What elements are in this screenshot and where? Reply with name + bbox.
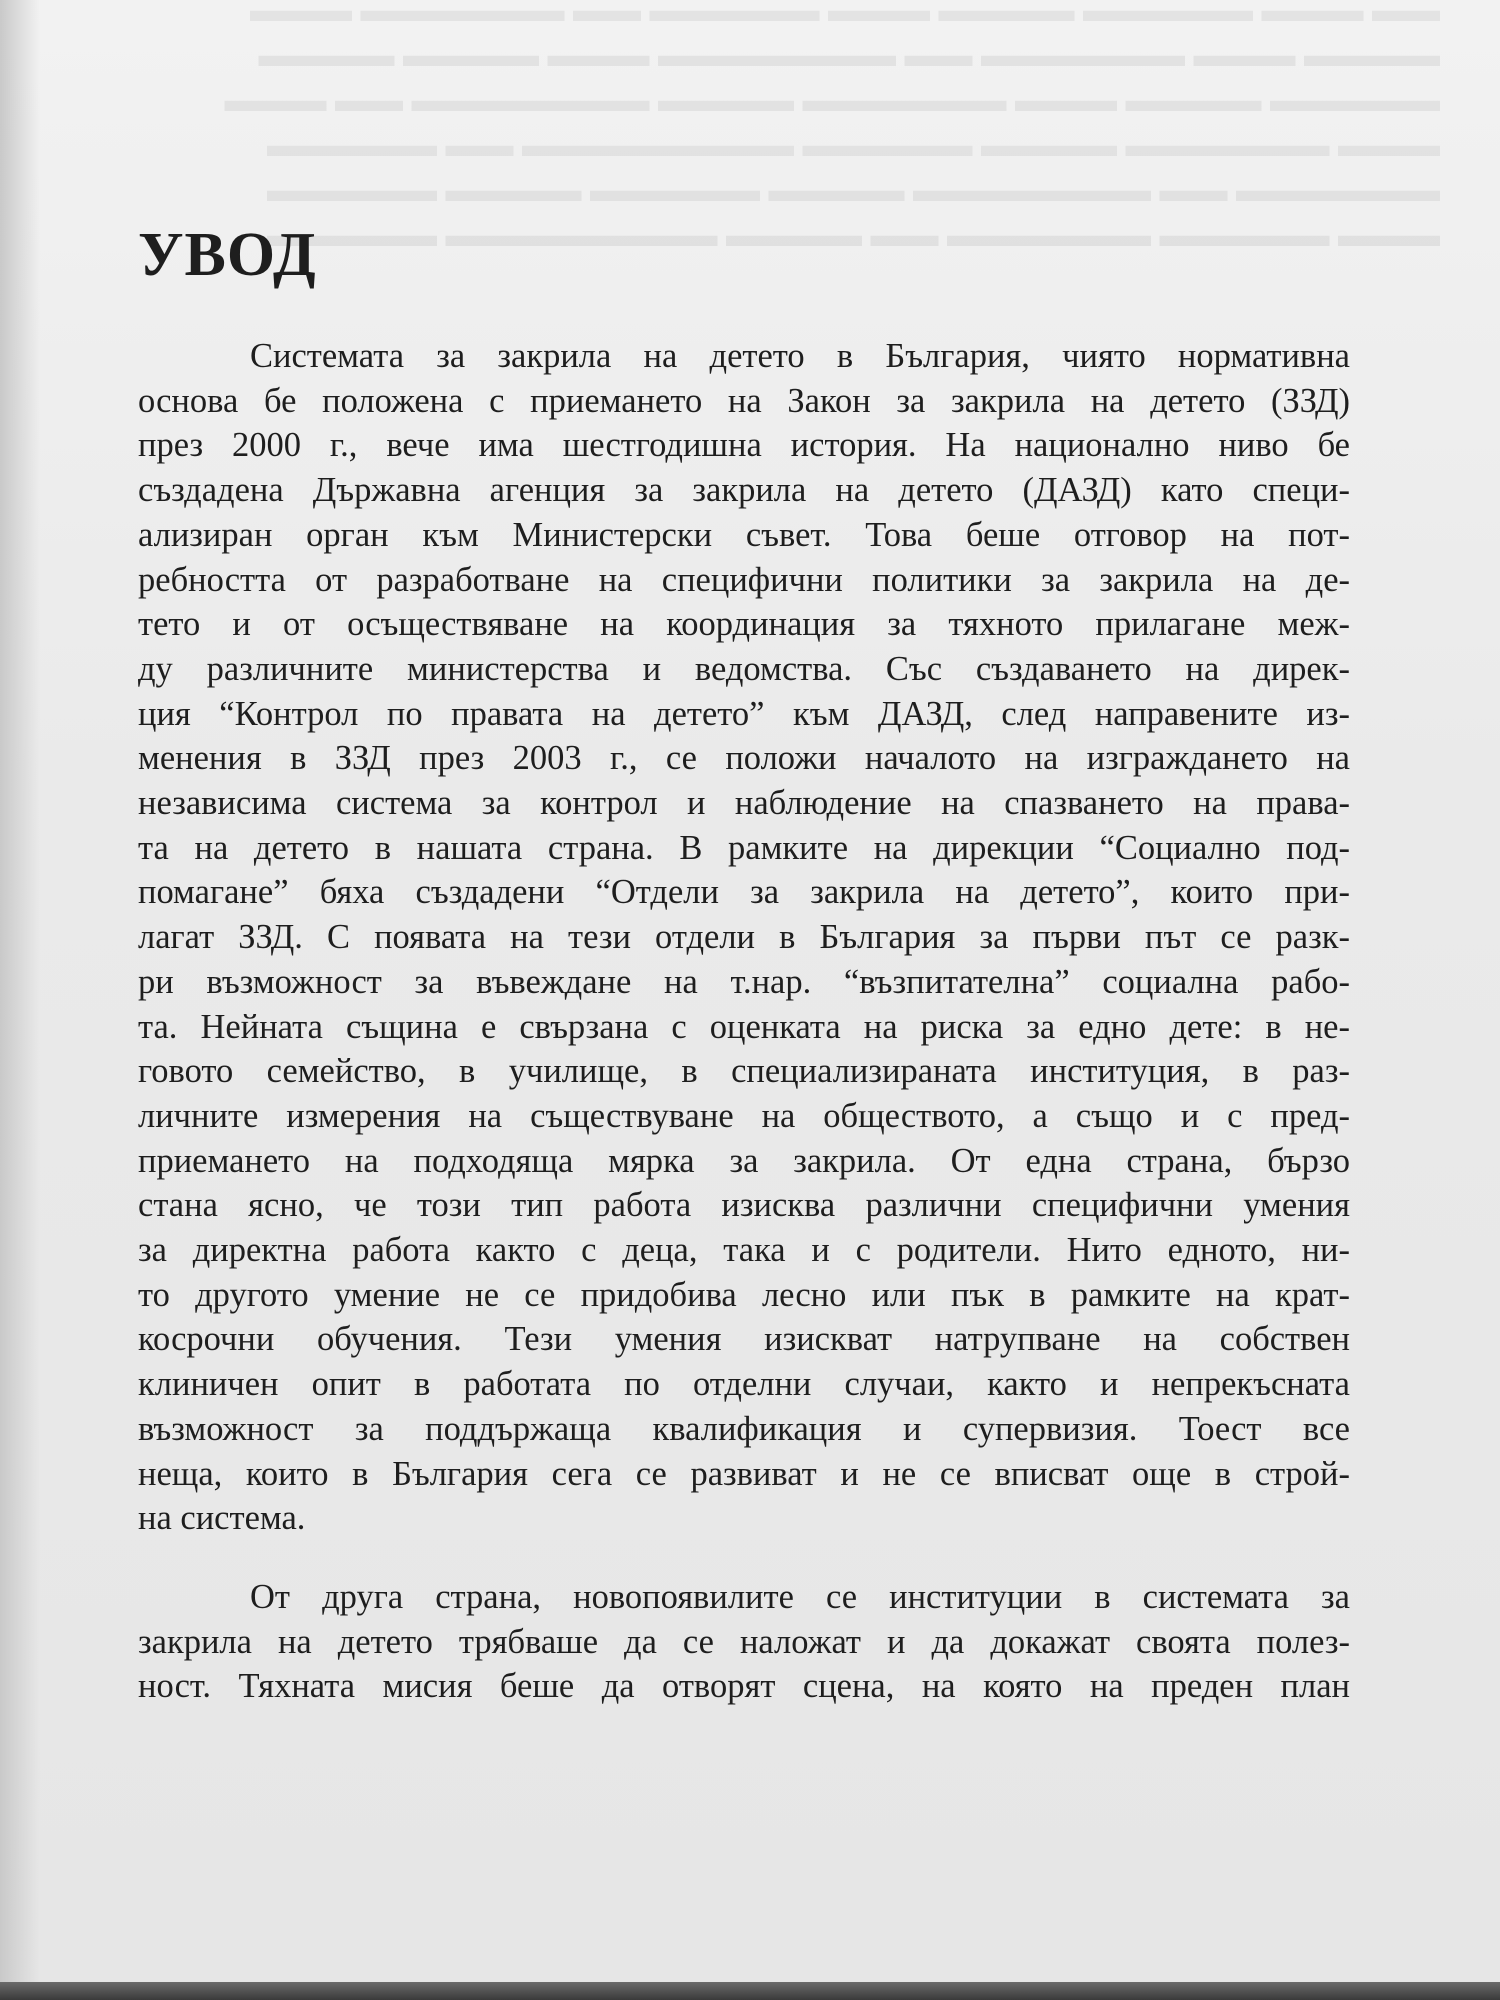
text-line: Системата за закрила на детето в България, чиято нормативна (250, 337, 1350, 375)
text-line: приемането на подходяща мярка за закрила. От една страна, бързо (138, 1141, 1350, 1180)
text-line: От друга страна, новопоявилите се институции в системата за (250, 1577, 1350, 1616)
text-line: независима система за контрол и наблюдение на спазването на права- (138, 784, 1350, 823)
text-line: на система. (138, 1499, 306, 1538)
text-line: та. Нейната същина е свързана с оценката на риска за едно дете: в не- (138, 1007, 1350, 1046)
text-line: стана ясно, че този тип работа изисква различни специфични умения (138, 1186, 1350, 1225)
text-line: основа бе положена с приемането на Закон за закрила на детето (ЗЗД) (138, 381, 1350, 420)
text-line: ализиран орган към Министерски съвет. Това беше отговор на пот- (138, 515, 1350, 554)
text-line: та на детето в нашата страна. В рамките на дирекции “Социално под- (138, 828, 1350, 867)
text-line: клиничен опит в работата по отделни случаи, както и непрекъсната (138, 1365, 1350, 1404)
text-line: помагане” бяха създадени “Отдели за закрила на детето”, които при- (138, 873, 1350, 912)
page-content (138, 220, 1350, 1709)
text-line: ност. Тяхната мисия беше да отворят сцена, на която на преден план (138, 1667, 1350, 1706)
text-line: менения в ЗЗД през 2003 г., се положи началото на изграждането на (138, 739, 1350, 778)
text-line: създадена Държавна агенция за закрила на детето (ДАЗД) като специ- (138, 471, 1350, 510)
text-line: ребността от разработване на специфични политики за закрила на де- (138, 560, 1350, 599)
page-gutter-shadow (0, 0, 40, 1982)
text-line: косрочни обучения. Тези умения изискват натрупване на собствен (138, 1320, 1350, 1359)
text-line: ду различните министерства и ведомства. Със създаването на дирек- (138, 649, 1350, 688)
paragraph-2 (138, 1575, 1350, 1709)
show-through-text: ▬▬ ▬▬▬ ▬▬▬▬▬ ▬▬▬▬ ▬▬▬ ▬▬▬▬▬ ▬▬ ▬▬▬▬▬▬ ▬▬▬ ▬▬▬▬ ▬▬▬ ▬▬▬▬▬▬ ▬▬ ▬▬▬▬▬▬▬ ▬▬▬ ▬▬▬▬ ▬▬▬▬ ▬▬▬▬▬ ▬▬▬▬ ▬▬▬ ▬▬▬▬▬▬ ▬▬▬▬ ▬▬▬▬▬▬▬ ▬▬ ▬▬▬ ▬▬▬ ▬▬▬▬▬▬ ▬▬▬▬ ▬▬▬▬▬ ▬▬▬▬▬▬▬▬ ▬▬ ▬▬▬▬▬ ▬▬▬▬▬▬ ▬▬ ▬▬▬▬▬▬▬ ▬▬▬▬ ▬▬▬▬▬ ▬▬▬▬ ▬▬▬▬▬ ▬▬▬ ▬▬▬▬▬ ▬▬▬▬▬▬ ▬▬ ▬▬▬▬ ▬▬▬▬▬▬▬▬ ▬▬▬▬▬ (224, 0, 1440, 254)
chapter-heading: УВОД (138, 221, 317, 289)
text-line: то другото умение не се придобива лесно или пък в рамките на крат- (138, 1275, 1350, 1314)
text-line: закрила на детето трябваше да се наложат и да докажат своята полез- (138, 1622, 1350, 1661)
text-line: тето и от осъществяване на координация за тяхното прилагане меж- (138, 605, 1350, 644)
text-line: през 2000 г., вече има шестгодишна история. На национално ниво бе (138, 426, 1350, 465)
text-line: възможност за поддържаща квалификация и супервизия. Тоест все (138, 1409, 1350, 1448)
text-line: ция “Контрол по правата на детето” към ДАЗД, след направените из- (138, 694, 1350, 733)
text-line: за директна работа както с деца, така и с родители. Нито едното, ни- (138, 1231, 1350, 1270)
page-bottom-edge (0, 1982, 1500, 2000)
text-line: ри възможност за въвеждане на т.нар. “възпитателна” социална рабо- (138, 962, 1350, 1001)
paragraph-spacer (138, 1541, 1350, 1575)
text-line: личните измерения на съществуване на обществото, а също и с пред- (138, 1096, 1350, 1135)
paragraph-1 (138, 334, 1350, 1541)
text-line: говото семейство, в училище, в специализираната институция, в раз- (138, 1052, 1350, 1091)
text-line: лагат ЗЗД. С появата на тези отдели в България за първи път се разк- (138, 918, 1350, 957)
text-line: неща, които в България сега се развиват и не се вписват още в строй- (138, 1454, 1350, 1493)
